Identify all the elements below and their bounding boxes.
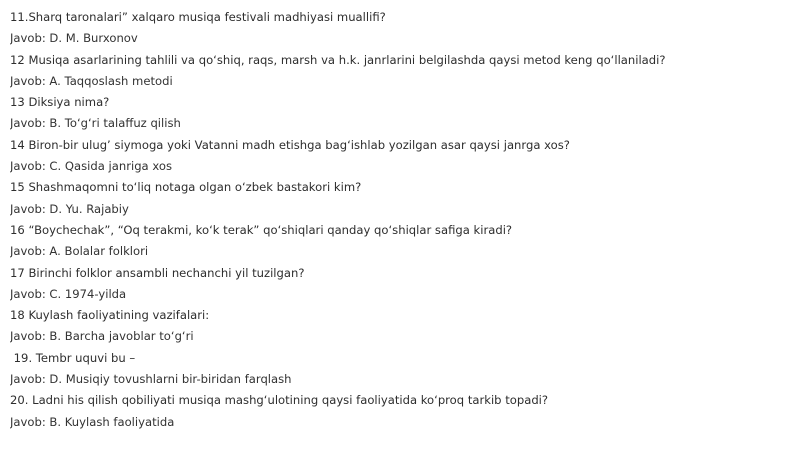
question-14: 14 Biron-bir ulug’ siymoga yoki Vatanni madh etishga bag‘ishlab yozilgan asar qaysi janrga xos? xyxy=(10,137,570,152)
answer-12: Javob: A. Taqqoslash metodi xyxy=(10,73,173,88)
answer-19: Javob: D. Musiqiy tovushlarni bir-biridan farqlash xyxy=(10,372,292,387)
answer-17: Javob: C. 1974-yilda xyxy=(10,286,127,301)
question-11: 11.Sharq taronalari” xalqaro musiqa festivali madhiyasi muallifi? xyxy=(10,10,386,24)
answer-13: Javob: B. To‘g‘ri talaffuz qilish xyxy=(10,116,181,131)
answer-15: Javob: D. Yu. Rajabiy xyxy=(10,201,129,216)
answer-14: Javob: C. Qasida janriga xos xyxy=(10,159,172,174)
answer-11: Javob: D. M. Burxonov xyxy=(10,31,138,46)
question-18: 18 Kuylash faoliyatining vazifalari: xyxy=(10,308,210,323)
answer-16: Javob: A. Bolalar folklori xyxy=(10,244,149,259)
document-body xyxy=(10,7,790,433)
question-19: 19. Tembr uquvi bu – xyxy=(10,350,136,365)
question-13: 13 Diksiya nima? xyxy=(10,95,110,110)
answer-18: Javob: B. Barcha javoblar to‘g‘ri xyxy=(10,329,194,344)
answer-20: Javob: B. Kuylash faoliyatida xyxy=(10,414,175,429)
question-20: 20. Ladni his qilish qobiliyati musiqa mashg‘ulotining qaysi faoliyatida ko‘proq tarkib topadi? xyxy=(10,393,549,408)
question-15: 15 Shashmaqomni to‘liq notaga olgan o‘zbek bastakori kim? xyxy=(10,180,362,195)
question-17: 17 Birinchi folklor ansambli nechanchi yil tuzilgan? xyxy=(10,265,305,280)
question-12: 12 Musiqa asarlarining tahlili va qo‘shiq, raqs, marsh va h.k. janrlarini belgilashda qaysi metod keng qo‘llaniladi? xyxy=(10,52,666,67)
question-16: 16 “Boychechak”, “Oq terakmi, ko‘k terak” qo‘shiqlari qanday qo‘shiqlar safiga kiradi? xyxy=(10,222,513,237)
